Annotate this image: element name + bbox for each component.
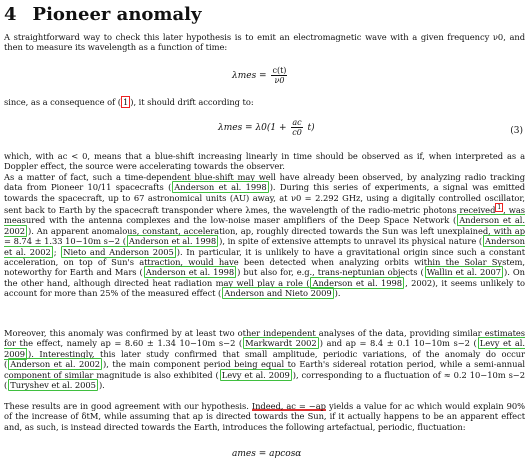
citation-link[interactable]: Anderson et al. 1998 [145, 267, 235, 278]
equation-3 [218, 118, 315, 137]
para5-text: Moreover, this anomaly was confirmed by at least two other independent analyses of the data, providing similar estimates for the effect, namely ap = 8.60 ± 1.34 10−10m s−2 ( [4, 328, 525, 349]
para4-text: ). During this series of experiments, a signal was emitted towards the spacecraft, up to 67 astronomical units (AU) away, at ν0 = 2.292 GHz, using a digitally controlled oscillator, sent back to Earth by the spacecraft transponder where λmes, the wavelength of the radio-metric photons received [4, 182, 525, 215]
paragraph-pioneer [4, 172, 525, 299]
para4-text: ). On the other hand, although directed heat radiation may well play a role ( [4, 267, 525, 288]
para4-text: ). In particular, it is unlikely to have a gravitational origin since such a constant acceleration, on top of Sun's attraction, would have been detected when analyzing orbits within the Solar System, noteworthy for Earth and Mars ( [4, 246, 525, 278]
para2-text-a: since, as a consequence of ( [4, 97, 121, 107]
footnote-link[interactable]: 1 [497, 204, 502, 212]
citation-link[interactable]: Anderson et al. 2002 [4, 236, 525, 257]
para5-text: ). Interestingly, this later study confirmed that small amplitude, periodic variations, of the anomaly do occur ( [4, 348, 525, 370]
citation-link[interactable]: Anderson and Nieto 2009 [224, 288, 332, 299]
citation-link[interactable]: Levy et al. 2009 [221, 369, 290, 380]
para5-text: ). [98, 380, 105, 391]
para4-text: ). [334, 288, 341, 299]
para4-text: ) but also for, e.g., trans-neptunian objects ( [237, 267, 424, 278]
citation-link[interactable]: Levy et al. 2009 [4, 338, 525, 359]
eq2-lhs: λmes = λ0(1 + [218, 123, 287, 133]
citation-link[interactable]: Anderson et al. 1998 [128, 236, 217, 247]
citation-link[interactable]: Anderson et al. 2002 [4, 215, 525, 236]
paragraph-intro: A straightforward way to check this later hypothesis is to emit an electromagnetic wave with a given frequency ν0, and then to measure its wavelength as a function of time: [4, 32, 525, 53]
equation-amplitude [232, 449, 301, 459]
para4-text: As a matter of fact, such a time-dependent blue-shift may well have already been observed, by analyzing radio tracking data from Pioneer 10/11 spacecrafts ( [4, 172, 525, 193]
para4-text: ; [53, 246, 61, 257]
section-heading [4, 4, 201, 25]
eq1-numerator: c(t) [272, 66, 287, 75]
citation-link[interactable]: Turyshev et al. 2005 [10, 380, 96, 391]
citation-link[interactable]: Markwardt 2002 [245, 338, 317, 349]
section-number: 4 [4, 4, 17, 25]
para6-text: yields a value for ac which would explain 90% of the increase of δtM, while assuming that ap is directed towards the Sun, if it actually happens to be an apparent effect and, as such, is instead directed towards the Earth, introduces the following artefactual, periodic, fluctuation: [4, 401, 525, 432]
equation-number: (3) [510, 126, 523, 136]
citation-link[interactable]: Anderson et al. 1998 [312, 277, 403, 288]
paragraph-confirmation [4, 328, 525, 390]
equation-1 [232, 66, 289, 85]
para5-text: ), the main component period being equal to Earth's sidereal rotation period, while a semi-annual component of similar magnitude is also exhibited ( [4, 359, 525, 380]
para4-text: , 2002), it seems unlikely to account for more than 25% of the measured effect ( [4, 277, 525, 299]
para3-line-2: as a Doppler effect, the source were accelerating towards the observer. [4, 151, 526, 172]
citation-link[interactable]: Nieto and Anderson 2005 [63, 246, 174, 257]
eq2-tail: t) [307, 123, 315, 133]
eq1-fraction [271, 66, 287, 85]
para4-text: ). An apparent anomalous, constant, acceleration, ap, roughly directed towards the Sun was left unexplained, with ap = 8.74 ± 1.33 10−10m s−2 ( [4, 225, 525, 247]
paragraph-blueshift [4, 151, 525, 172]
highlighted-phrase: Indeed, ac = −ap [251, 401, 326, 411]
citation-link[interactable]: Anderson et al. 1998 [174, 182, 267, 193]
section-title: Pioneer anomaly [32, 4, 202, 25]
para5-text: ) and ap = 8.4 ± 0.1 10−10m s−2 ( [319, 338, 477, 349]
para6-text: These results are in good agreement with our hypothesis. [4, 401, 252, 411]
para4-text: , was measured with the antenna complexes and the low-noise maser amplifiers of the Deep Space Network ( [4, 205, 525, 226]
citation-link[interactable]: Anderson et al. 2002 [10, 359, 101, 370]
para4-text: ), in spite of extensive attempts to unravel its physical nature ( [219, 236, 483, 247]
eq1-denominator: ν0 [274, 76, 285, 85]
para5-text: ), corresponding to a fluctuation of ≈ 0.2 10−10m s−2 ( [4, 369, 525, 391]
equation-ref-link[interactable]: 1 [122, 97, 129, 107]
eq2-fraction [291, 118, 302, 137]
eq1-lhs: λmes = [232, 71, 267, 81]
paragraph-drift [4, 97, 525, 107]
eq2-numerator: ac [292, 118, 302, 127]
eq2-denominator: c0 [292, 128, 302, 137]
paragraph-agreement [4, 401, 525, 432]
eq3-text: ames = apcosα [232, 449, 302, 459]
para3-line-1: which, with ac < 0, means that a blue-shift increasing linearly in time should be observed as if, when interpreted [4, 151, 504, 161]
citation-link[interactable]: Wallin et al. 2007 [426, 267, 502, 278]
para2-text-b: ), it should drift according to: [130, 97, 254, 107]
